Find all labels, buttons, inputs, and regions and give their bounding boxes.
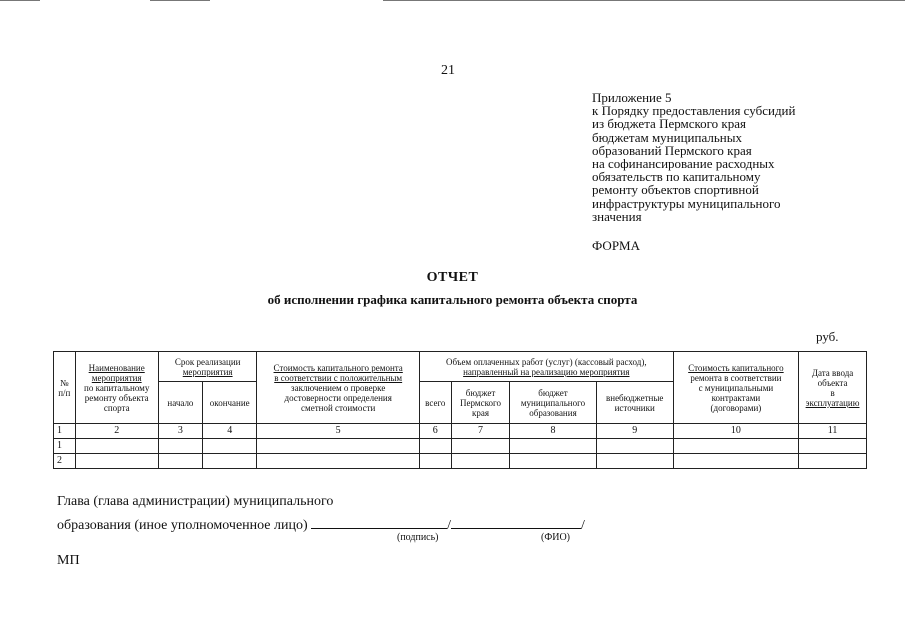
- column-number-row: [54, 424, 867, 439]
- scan-edge-line: [0, 0, 40, 1]
- header-extrabudgetary: внебюджетные источники: [596, 382, 673, 424]
- table-cell: [451, 454, 510, 469]
- column-number: 7: [451, 424, 510, 439]
- separator: /: [581, 518, 585, 533]
- table-cell: [158, 439, 202, 454]
- report-title: ОТЧЕТ: [426, 270, 479, 285]
- form-label: ФОРМА: [592, 238, 640, 253]
- table-cell: [257, 454, 419, 469]
- header-regional-budget: бюджет Пермского края: [451, 382, 510, 424]
- table-cell: [510, 454, 596, 469]
- row-number: 2: [54, 454, 76, 469]
- report-table: [53, 351, 867, 469]
- appendix-line: к Порядку предоставления субсидий: [592, 103, 796, 119]
- header-commission-date: Дата ввода объекта в эксплуатацию: [799, 352, 867, 424]
- header-municipal-budget: бюджет муниципального образования: [510, 382, 596, 424]
- signatory-label: образования (иное уполномоченное лицо): [57, 518, 308, 533]
- appendix-line: на софинансирование расходных: [592, 156, 775, 172]
- signature-heading: Глава (глава администрации) муниципального: [57, 494, 334, 509]
- table-cell: [673, 454, 798, 469]
- table-row: [54, 439, 867, 454]
- appendix-line: образований Пермского края: [592, 142, 752, 158]
- header-event-name: Наименование мероприятия по капитальному ремонту объекта спорта: [75, 352, 158, 424]
- page-number: 21: [441, 63, 455, 78]
- header-end: окончание: [203, 382, 257, 424]
- column-number: 4: [203, 424, 257, 439]
- appendix-line: бюджетам муниципальных: [592, 129, 742, 145]
- column-number: 1: [54, 424, 76, 439]
- scan-edge-line: [383, 0, 905, 1]
- table-row: [54, 454, 867, 469]
- appendix-line: значения: [592, 208, 642, 224]
- table-cell: [75, 454, 158, 469]
- table-cell: [419, 454, 451, 469]
- table-cell: [596, 454, 673, 469]
- appendix-line: ремонту объектов спортивной: [592, 182, 759, 198]
- header-term: Срок реализации мероприятия: [158, 352, 257, 382]
- table-cell: [75, 439, 158, 454]
- currency-unit: руб.: [816, 329, 839, 344]
- column-number: 9: [596, 424, 673, 439]
- fio-caption: (ФИО): [541, 532, 571, 543]
- table-header-row: [54, 352, 867, 382]
- column-number: 3: [158, 424, 202, 439]
- header-total: всего: [419, 382, 451, 424]
- signature-field[interactable]: [311, 514, 447, 529]
- column-number: 5: [257, 424, 419, 439]
- table-cell: [799, 439, 867, 454]
- header-cost-estimate: Стоимость капитального ремонта в соответствии с положительным заключением о проверке достоверности определения сметной стоимости: [257, 352, 419, 424]
- column-number: 8: [510, 424, 596, 439]
- table-cell: [799, 454, 867, 469]
- fio-field[interactable]: [451, 514, 581, 529]
- header-num: № п/п: [54, 352, 76, 424]
- stamp-label: МП: [57, 553, 80, 568]
- column-number: 6: [419, 424, 451, 439]
- appendix-block: [592, 91, 852, 223]
- appendix-line: из бюджета Пермского края: [592, 116, 747, 132]
- appendix-line: инфраструктуры муниципального: [592, 195, 781, 211]
- report-subtitle: об исполнении графика капитального ремонта объекта спорта: [267, 292, 638, 307]
- signature-line: [57, 514, 585, 534]
- table-cell: [203, 454, 257, 469]
- appendix-line: обязательств по капитальному: [592, 169, 761, 185]
- row-number: 1: [54, 439, 76, 454]
- column-number: 10: [673, 424, 798, 439]
- table-cell: [257, 439, 419, 454]
- table-cell: [203, 439, 257, 454]
- table-cell: [673, 439, 798, 454]
- table-cell: [158, 454, 202, 469]
- table-cell: [510, 439, 596, 454]
- column-number: 11: [799, 424, 867, 439]
- scan-edge-line: [150, 0, 210, 1]
- header-paid-volume: Объем оплаченных работ (услуг) (кассовый расход), направленный на реализацию мероприятия: [419, 352, 673, 382]
- separator: /: [447, 518, 452, 533]
- table-cell: [419, 439, 451, 454]
- appendix-line: Приложение 5: [592, 90, 672, 105]
- header-contract-cost: Стоимость капитального ремонта в соответствии с муниципальными контрактами (договорами): [673, 352, 798, 424]
- table-cell: [451, 439, 510, 454]
- column-number: 2: [75, 424, 158, 439]
- table-cell: [596, 439, 673, 454]
- header-start: начало: [158, 382, 202, 424]
- signature-caption: (подпись): [397, 532, 439, 543]
